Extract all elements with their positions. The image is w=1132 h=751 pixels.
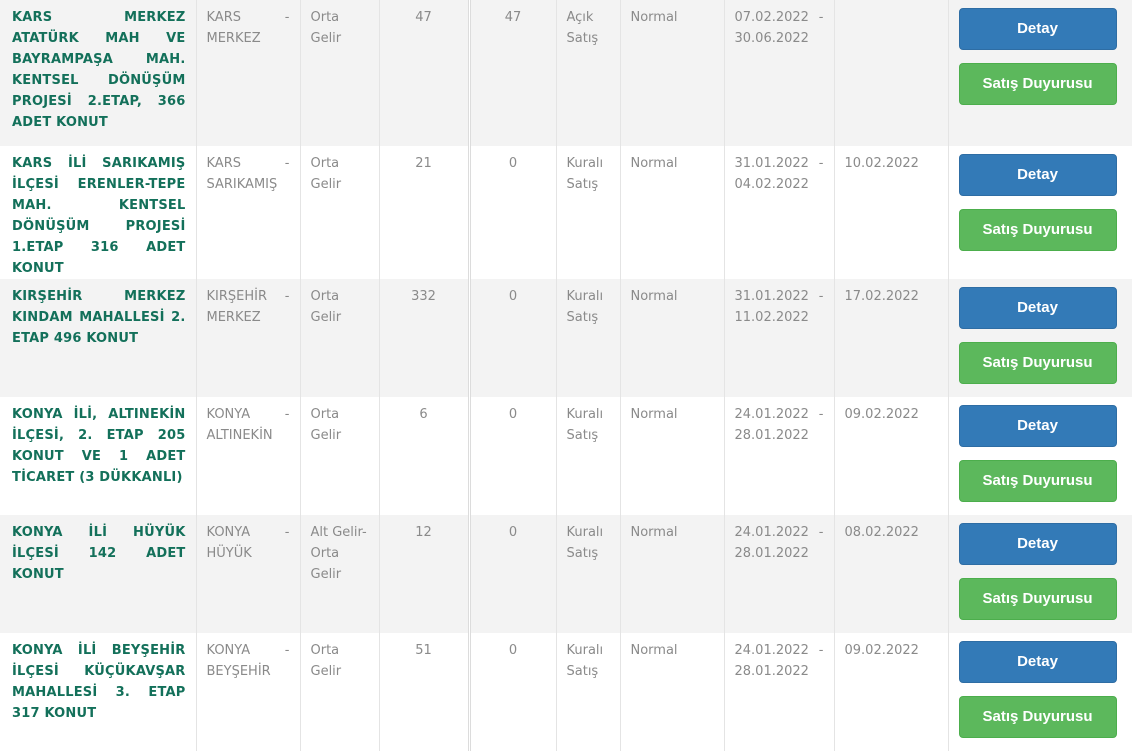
project-location: KARS - MERKEZ	[196, 0, 300, 146]
project-name: KARS MERKEZ ATATÜRK MAH VE BAYRAMPAŞA MAH. KENTSEL DÖNÜŞÜM PROJESİ 2.ETAP, 366 ADET KONUT	[0, 0, 196, 146]
project-status: Normal	[620, 279, 724, 397]
unit-count-total: 12	[379, 515, 469, 633]
project-location: KARS - SARIKAMIŞ	[196, 146, 300, 279]
application-dates: 31.01.2022 - 11.02.2022	[724, 279, 834, 397]
unit-count-remaining: 0	[469, 633, 556, 751]
application-dates: 24.01.2022 - 28.01.2022	[724, 515, 834, 633]
table-row	[0, 0, 1132, 146]
detail-button[interactable]: Detay	[959, 641, 1117, 683]
row-actions	[948, 397, 1132, 515]
project-location: KONYA - HÜYÜK	[196, 515, 300, 633]
project-status: Normal	[620, 397, 724, 515]
sale-type: Kuralı Satış	[556, 279, 620, 397]
table-row	[0, 397, 1132, 515]
sale-type: Kuralı Satış	[556, 146, 620, 279]
table-row	[0, 515, 1132, 633]
project-status: Normal	[620, 633, 724, 751]
row-actions	[948, 515, 1132, 633]
project-location: KIRŞEHİR - MERKEZ	[196, 279, 300, 397]
sale-announcement-button[interactable]: Satış Duyurusu	[959, 63, 1117, 105]
table-row	[0, 146, 1132, 279]
project-location: KONYA - ALTINEKİN	[196, 397, 300, 515]
row-actions	[948, 633, 1132, 751]
detail-button[interactable]: Detay	[959, 405, 1117, 447]
unit-count-total: 51	[379, 633, 469, 751]
detail-button[interactable]: Detay	[959, 523, 1117, 565]
project-name: KIRŞEHİR MERKEZ KINDAM MAHALLESİ 2. ETAP 496 KONUT	[0, 279, 196, 397]
draw-date: 17.02.2022	[834, 279, 948, 397]
project-name: KONYA İLİ, ALTINEKİN İLÇESİ, 2. ETAP 205 KONUT VE 1 ADET TİCARET (3 DÜKKANLI)	[0, 397, 196, 515]
project-name: KARS İLİ SARIKAMIŞ İLÇESİ ERENLER-TEPE MAH. KENTSEL DÖNÜŞÜM PROJESİ 1.ETAP 316 ADET KONUT	[0, 146, 196, 279]
sale-type: Açık Satış	[556, 0, 620, 146]
income-type: Orta Gelir	[300, 146, 379, 279]
unit-count-total: 332	[379, 279, 469, 397]
row-actions	[948, 279, 1132, 397]
detail-button[interactable]: Detay	[959, 8, 1117, 50]
income-type: Alt Gelir-Orta Gelir	[300, 515, 379, 633]
application-dates: 24.01.2022 - 28.01.2022	[724, 633, 834, 751]
project-status: Normal	[620, 146, 724, 279]
unit-count-remaining: 0	[469, 146, 556, 279]
unit-count-total: 6	[379, 397, 469, 515]
sale-type: Kuralı Satış	[556, 515, 620, 633]
unit-count-remaining: 47	[469, 0, 556, 146]
income-type: Orta Gelir	[300, 0, 379, 146]
row-actions	[948, 146, 1132, 279]
unit-count-remaining: 0	[469, 515, 556, 633]
income-type: Orta Gelir	[300, 397, 379, 515]
unit-count-remaining: 0	[469, 397, 556, 515]
draw-date: 08.02.2022	[834, 515, 948, 633]
sale-announcement-button[interactable]: Satış Duyurusu	[959, 696, 1117, 738]
draw-date: 10.02.2022	[834, 146, 948, 279]
unit-count-total: 47	[379, 0, 469, 146]
sale-type: Kuralı Satış	[556, 397, 620, 515]
application-dates: 07.02.2022 - 30.06.2022	[724, 0, 834, 146]
sale-announcement-button[interactable]: Satış Duyurusu	[959, 342, 1117, 384]
income-type: Orta Gelir	[300, 633, 379, 751]
sale-type: Kuralı Satış	[556, 633, 620, 751]
project-status: Normal	[620, 0, 724, 146]
income-type: Orta Gelir	[300, 279, 379, 397]
unit-count-remaining: 0	[469, 279, 556, 397]
table-row	[0, 279, 1132, 397]
project-status: Normal	[620, 515, 724, 633]
sale-announcement-button[interactable]: Satış Duyurusu	[959, 578, 1117, 620]
application-dates: 24.01.2022 - 28.01.2022	[724, 397, 834, 515]
application-dates: 31.01.2022 - 04.02.2022	[724, 146, 834, 279]
sale-announcement-button[interactable]: Satış Duyurusu	[959, 209, 1117, 251]
project-name: KONYA İLİ HÜYÜK İLÇESİ 142 ADET KONUT	[0, 515, 196, 633]
detail-button[interactable]: Detay	[959, 287, 1117, 329]
unit-count-total: 21	[379, 146, 469, 279]
table-row	[0, 633, 1132, 751]
detail-button[interactable]: Detay	[959, 154, 1117, 196]
sale-announcement-button[interactable]: Satış Duyurusu	[959, 460, 1117, 502]
row-actions	[948, 0, 1132, 146]
project-location: KONYA - BEYŞEHİR	[196, 633, 300, 751]
project-name: KONYA İLİ BEYŞEHİR İLÇESİ KÜÇÜKAVŞAR MAHALLESİ 3. ETAP 317 KONUT	[0, 633, 196, 751]
draw-date: 09.02.2022	[834, 633, 948, 751]
draw-date: 09.02.2022	[834, 397, 948, 515]
draw-date	[834, 0, 948, 146]
